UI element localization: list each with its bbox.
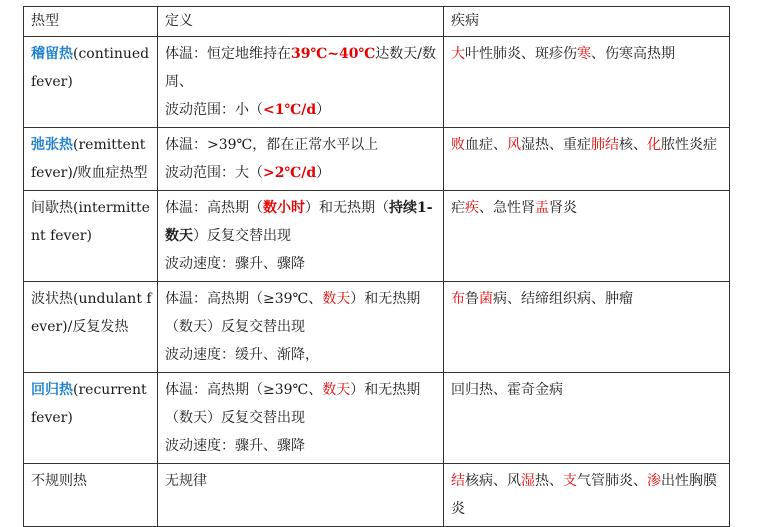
- fever-type-cell: [24, 464, 158, 527]
- text-segment: ）和无热期（: [305, 200, 389, 216]
- fluctuation-line: [165, 96, 439, 124]
- table-row: [24, 373, 730, 464]
- text-segment: 达数天/数周、: [165, 46, 436, 90]
- fever-types-table: [23, 6, 730, 527]
- text-segment: 热、: [535, 473, 563, 489]
- text-segment: 无规律: [165, 473, 207, 489]
- text-segment: ）: [316, 165, 331, 181]
- text-segment: 核病、风: [465, 473, 521, 489]
- fever-type-name: 弛张热: [31, 137, 73, 153]
- highlight-text: 化: [647, 137, 661, 153]
- highlight-text: 风: [507, 137, 521, 153]
- definition-cell: [158, 282, 444, 373]
- disease-cell: [444, 37, 730, 128]
- definition-cell: [158, 373, 444, 464]
- highlight-text: 湿: [521, 473, 535, 489]
- text-segment: 、伤寒高热期: [591, 46, 675, 62]
- text-segment: 波动速度：骤升、骤降: [165, 438, 305, 454]
- fever-type-cell: [24, 373, 158, 464]
- text-segment: 疟: [451, 200, 465, 216]
- text-segment: 气管肺炎、: [577, 473, 647, 489]
- highlight-text: 数天: [322, 382, 351, 398]
- highlight-text: >2℃/d: [263, 165, 317, 181]
- definition-line: [165, 467, 439, 495]
- header-row: [24, 7, 730, 37]
- highlight-text: <1℃/d: [263, 102, 317, 118]
- text-segment: 肾炎: [549, 200, 577, 216]
- header-disease: 疾病: [444, 7, 730, 37]
- highlight-text: 渗: [647, 473, 661, 489]
- table-row: [24, 282, 730, 373]
- definition-cell: [158, 128, 444, 191]
- text-segment: 波动范围：大（: [165, 165, 263, 181]
- disease-cell: [444, 128, 730, 191]
- table-row: [24, 128, 730, 191]
- fever-type-name: 间歇热: [31, 200, 73, 216]
- text-segment: 湿热、重症: [521, 137, 591, 153]
- disease-cell: [444, 191, 730, 282]
- disease-cell: [444, 282, 730, 373]
- highlight-text: 持续1-数天: [165, 200, 433, 244]
- header-fever-type: 热型: [24, 7, 158, 37]
- text-segment: 叶性肺炎、斑疹伤: [465, 46, 577, 62]
- text-segment: 波动范围：小（: [165, 102, 263, 118]
- definition-line: [165, 376, 439, 432]
- definition-cell: [158, 464, 444, 527]
- text-segment: 、急性肾: [479, 200, 535, 216]
- highlight-text: 数天: [322, 291, 351, 307]
- disease-cell: [444, 464, 730, 527]
- highlight-text: 结: [451, 473, 465, 489]
- text-segment: 血症、: [465, 137, 507, 153]
- text-segment: 体温：高热期（: [165, 200, 263, 216]
- text-segment: ）和无热期（数天）反复交替出现: [165, 382, 421, 426]
- table-row: [24, 37, 730, 128]
- highlight-text: 菌: [479, 291, 493, 307]
- fever-type-name: 波状热: [31, 291, 73, 307]
- definition-cell: [158, 191, 444, 282]
- definition-line: [165, 285, 439, 341]
- text-segment: 体温：>39℃，都在正常水平以上: [165, 137, 379, 153]
- highlight-text: 肺结: [591, 137, 619, 153]
- text-segment: 体温：高热期（≥39℃、: [165, 291, 323, 307]
- fever-type-name: 回归热: [31, 382, 73, 398]
- fever-type-english: (intermittent fever): [31, 200, 150, 244]
- fever-type-name: 稽留热: [31, 46, 73, 62]
- highlight-text: 大: [451, 46, 465, 62]
- definition-line: [165, 40, 439, 96]
- fever-type-english: (remittent fever)/败血症热型: [31, 137, 148, 181]
- fluctuation-line: [165, 159, 439, 187]
- table-row: [24, 191, 730, 282]
- text-segment: ）: [316, 102, 331, 118]
- definition-line: [165, 131, 439, 159]
- definition-cell: [158, 37, 444, 128]
- fluctuation-line: [165, 250, 439, 278]
- fever-type-cell: [24, 191, 158, 282]
- fever-type-english: (undulant fever)/反复发热: [31, 291, 152, 335]
- text-segment: 核、: [619, 137, 647, 153]
- text-segment: ）反复交替出现: [193, 228, 291, 244]
- highlight-text: 39℃~40℃: [291, 46, 376, 62]
- table-row: [24, 464, 730, 527]
- text-segment: ）和无热期（数天）反复交替出现: [165, 291, 421, 335]
- highlight-text: 寒: [577, 46, 591, 62]
- text-segment: 出性胸膜炎: [451, 473, 717, 517]
- highlight-text: 盂: [535, 200, 549, 216]
- fever-type-english: (recurrent fever): [31, 382, 147, 426]
- header-definition: 定义: [158, 7, 444, 37]
- text-segment: 回归热、霍奇金病: [451, 382, 563, 398]
- fever-type-cell: [24, 128, 158, 191]
- text-segment: 波动速度：缓升、渐降，: [165, 347, 319, 363]
- fever-type-english: (continued fever): [31, 46, 150, 90]
- definition-line: [165, 194, 439, 250]
- text-segment: 病、结缔组织病、肿瘤: [493, 291, 633, 307]
- text-segment: 鲁: [465, 291, 479, 307]
- text-segment: 波动速度：骤升、骤降: [165, 256, 305, 272]
- fever-type-name: 不规则热: [31, 473, 87, 489]
- highlight-text: 数小时: [263, 200, 305, 216]
- highlight-text: 布: [451, 291, 465, 307]
- highlight-text: 疾: [465, 200, 479, 216]
- text-segment: 体温：恒定地维持在: [165, 46, 291, 62]
- highlight-text: 支: [563, 473, 577, 489]
- disease-cell: [444, 373, 730, 464]
- fever-type-cell: [24, 282, 158, 373]
- text-segment: 脓性炎症: [661, 137, 717, 153]
- fluctuation-line: [165, 341, 439, 369]
- highlight-text: 败: [451, 137, 465, 153]
- text-segment: 体温：高热期（≥39℃、: [165, 382, 323, 398]
- fever-type-cell: [24, 37, 158, 128]
- fluctuation-line: [165, 432, 439, 460]
